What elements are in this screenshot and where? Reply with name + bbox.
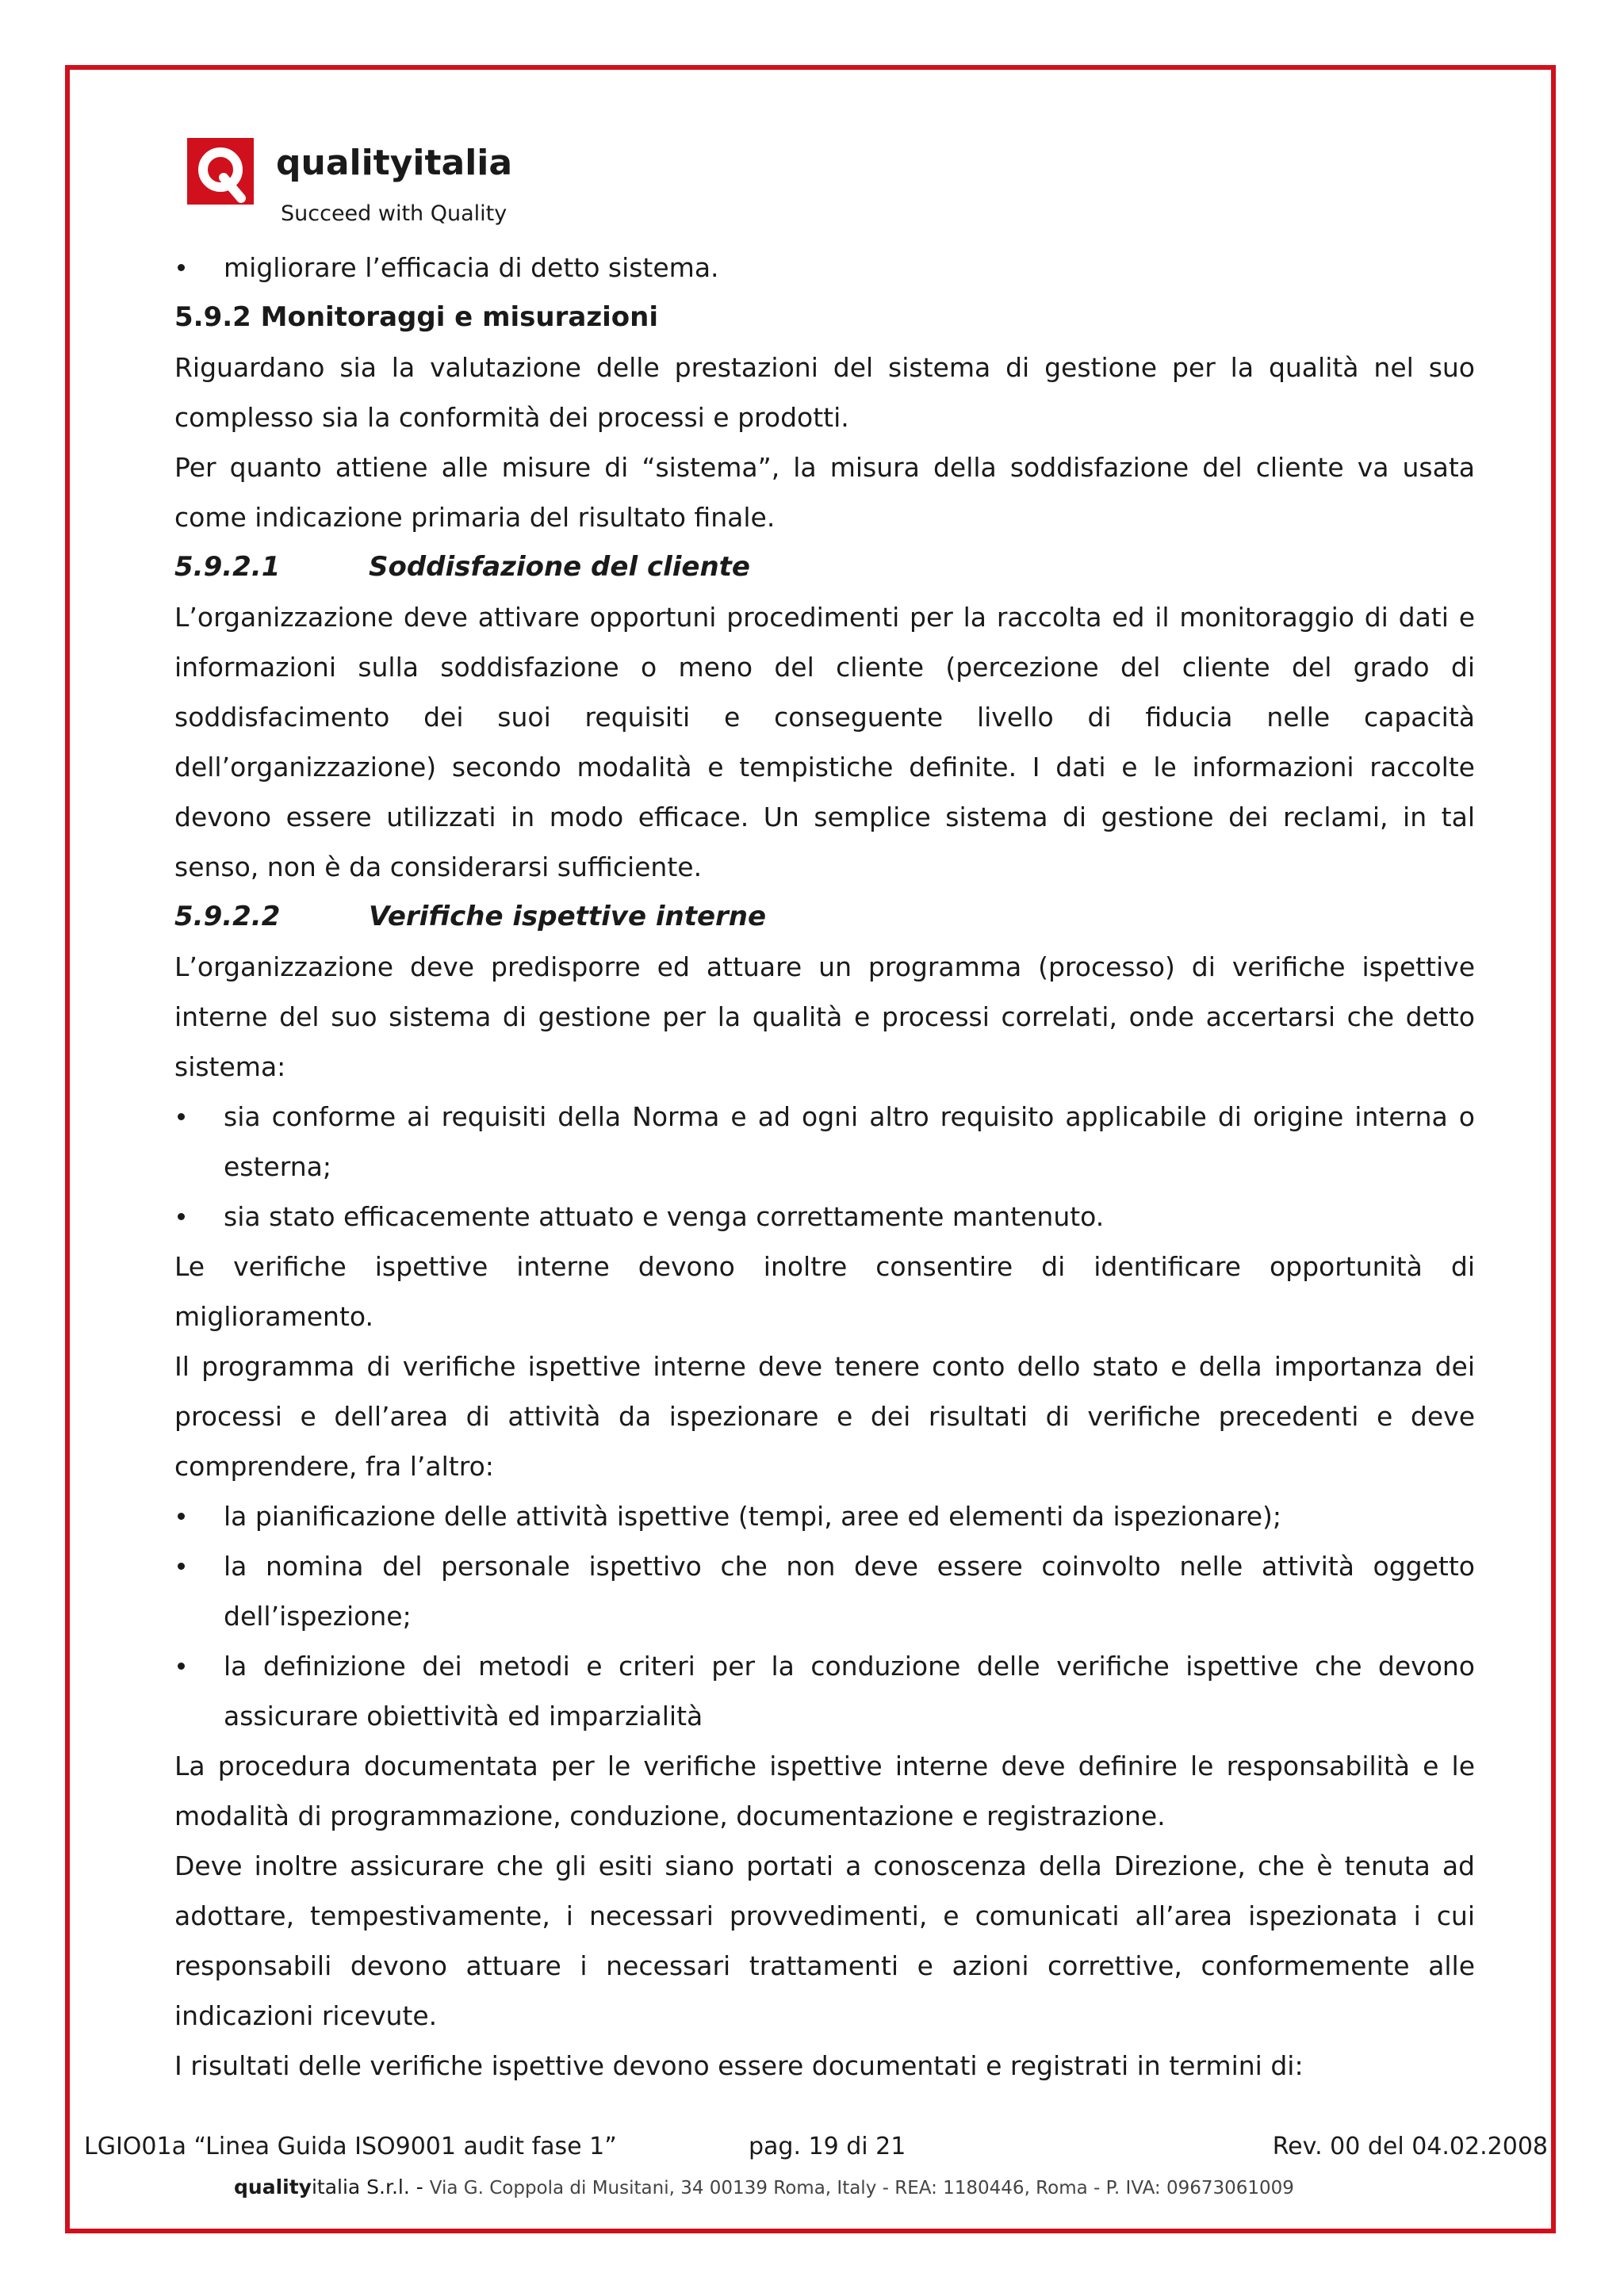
intro-bullet-list — [174, 243, 1475, 293]
document-body — [174, 243, 1475, 2091]
document-reference: LGIO01a “Linea Guida ISO9001 audit fase 1” — [84, 2133, 617, 2160]
list-item: la pianificazione delle attività ispettive (tempi, aree ed elementi da ispezionare); — [174, 1491, 1475, 1541]
bullet-list — [174, 1491, 1475, 1741]
page-footer — [84, 2133, 1548, 2164]
paragraph: Il programma di verifiche ispettive interne deve tenere conto dello stato e della importanza dei processi e dell’area di attività da ispezionare e dei risultati di verifiche precedenti e deve comprendere, fra l’altro: — [174, 1351, 1475, 1482]
paragraph: Le verifiche ispettive interne devono inoltre consentire di identificare opportunità di miglioramento. — [174, 1251, 1475, 1332]
paragraph: L’organizzazione deve attivare opportuni procedimenti per la raccolta ed il monitoraggio di dati e informazioni sulla soddisfazione o meno del cliente (percezione del cliente del grado di soddisfacimento dei suoi requisiti e conseguente livello di fiducia nelle capacità dell’organizzazione) secondo modalità e tempistiche definite. I dati e le informazioni raccolte devono essere utilizzati in modo efficace. Un semplice sistema di gestione dei reclami, in tal senso, non è da considerarsi sufficiente. — [174, 602, 1475, 882]
list-item: la nomina del personale ispettivo che non deve essere coinvolto nelle attività oggetto dell’ispezione; — [174, 1541, 1475, 1641]
revision-info: Rev. 00 del 04.02.2008 — [1272, 2133, 1548, 2160]
q-logo-icon — [187, 138, 254, 205]
company-name-bold: quality — [234, 2175, 312, 2198]
paragraph: Deve inoltre assicurare che gli esiti siano portati a conoscenza della Direzione, che è tenuta ad adottare, tempestivamente, i necessari provvedimenti, e comunicati all’area ispezionata i cui responsabili devono attuare i necessari trattamenti e azioni correttive, conformemente alle indicazioni ricevute. — [174, 1850, 1475, 2031]
section-heading-5-9-2-2: 5.9.2.2 Verifiche ispettive interne — [174, 901, 767, 932]
bullet-list — [174, 1092, 1475, 1242]
company-name-rest: italia S.r.l. - — [311, 2175, 423, 2198]
list-item: sia conforme ai requisiti della Norma e ad ogni altro requisito applicabile di origine interna o esterna; — [174, 1092, 1475, 1192]
logo-wordmark: qualityitalia — [276, 143, 513, 183]
section-heading-5-9-2: 5.9.2 Monitoraggi e misurazioni — [174, 301, 658, 333]
paragraph: Riguardano sia la valutazione delle prestazioni del sistema di gestione per la qualità nel suo complesso sia la conformità dei processi e prodotti. — [174, 352, 1475, 433]
list-item: la definizione dei metodi e criteri per la conduzione delle verifiche ispettive che devono assicurare obiettività ed imparzialità — [174, 1641, 1475, 1741]
company-info — [234, 2175, 1294, 2198]
paragraph: I risultati delle verifiche ispettive devono essere documentati e registrati in termini di: — [174, 2050, 1304, 2081]
paragraph: L’organizzazione deve predisporre ed attuare un programma (processo) di verifiche ispettive interne del suo sistema di gestione per la qualità e processi correlati, onde accertarsi che detto sistema: — [174, 951, 1475, 1082]
paragraph: Per quanto attiene alle misure di “sistema”, la misura della soddisfazione del cliente va usata come indicazione primaria del risultato finale. — [174, 452, 1475, 533]
paragraph: La procedura documentata per le verifiche ispettive interne deve definire le responsabilità e le modalità di programmazione, conduzione, documentazione e registrazione. — [174, 1751, 1475, 1831]
list-item: sia stato efficacemente attuato e venga correttamente mantenuto. — [174, 1192, 1475, 1242]
company-address: Via G. Coppola di Musitani, 34 00139 Roma, Italy - REA: 1180446, Roma - P. IVA: 09673061009 — [429, 2178, 1294, 2198]
list-item: migliorare l’efficacia di detto sistema. — [174, 243, 1475, 293]
page-number: pag. 19 di 21 — [749, 2133, 906, 2160]
logo-tagline: Succeed with Quality — [281, 201, 508, 226]
section-heading-5-9-2-1: 5.9.2.1 Soddisfazione del cliente — [174, 551, 750, 583]
